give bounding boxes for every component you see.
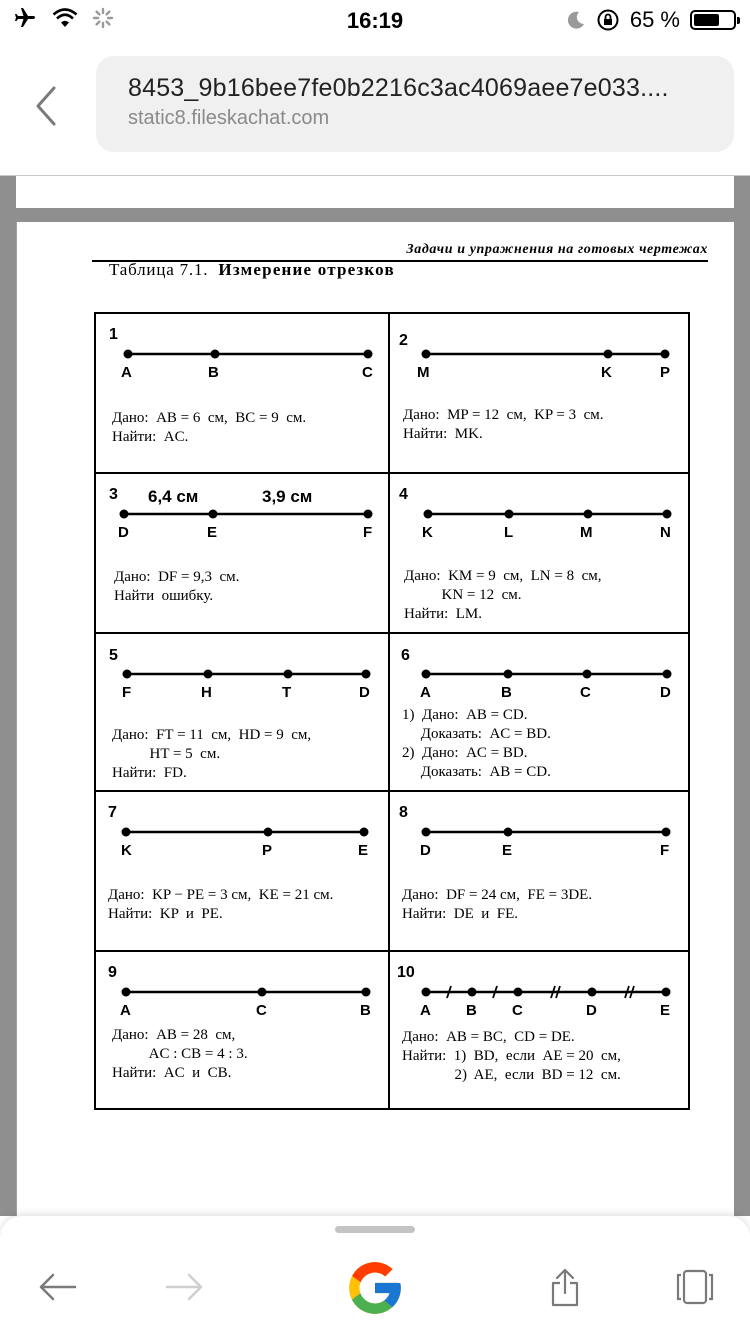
problem-number: 8	[399, 804, 408, 821]
problem-line: Найти: KP и PE.	[108, 906, 223, 922]
problem-number: 4	[399, 486, 408, 503]
problem-number: 10	[397, 964, 415, 981]
point-dot	[504, 828, 513, 837]
problem-line: 2) Дано: AC = BD.	[402, 745, 528, 761]
browser-header	[0, 40, 750, 176]
point-dot	[360, 828, 369, 837]
problem-number: 1	[109, 326, 118, 343]
point-label: T	[282, 684, 292, 701]
point-dot	[583, 670, 592, 679]
problem-line: HT = 5 см.	[112, 746, 221, 762]
point-label: K	[601, 364, 612, 381]
problem-line: Найти: FD.	[112, 765, 187, 781]
point-dot	[661, 350, 670, 359]
problem-number: 6	[401, 647, 410, 664]
point-label: A	[121, 364, 132, 381]
problem-cell	[96, 792, 388, 952]
page-margin-right	[734, 176, 750, 1216]
problem-line: Дано: DF = 9,3 см.	[114, 569, 240, 585]
problem-cell	[96, 634, 388, 794]
point-dot	[122, 828, 131, 837]
point-label: F	[363, 524, 373, 541]
problem-number: 9	[108, 964, 117, 981]
point-label: B	[360, 1002, 371, 1019]
point-label: E	[358, 842, 369, 859]
point-label: C	[256, 1002, 267, 1019]
point-dot	[258, 988, 267, 997]
point-dot	[422, 350, 431, 359]
problem-cell	[390, 314, 682, 474]
point-dot	[604, 350, 613, 359]
point-label: D	[660, 684, 671, 701]
point-label: M	[417, 364, 430, 381]
battery-fill	[694, 14, 719, 26]
point-label: C	[362, 364, 373, 381]
point-dot	[123, 670, 132, 679]
point-label: B	[466, 1002, 477, 1019]
point-label: D	[359, 684, 370, 701]
document-page	[16, 222, 734, 1216]
problem-line: Найти ошибку.	[114, 588, 214, 604]
point-dot	[504, 670, 513, 679]
problem-cell	[390, 792, 682, 952]
problem-line: Доказать: AC = BD.	[402, 726, 551, 742]
segment-diagram	[96, 952, 388, 1032]
problem-number: 2	[399, 332, 408, 349]
problem-line: 1) Дано: AB = CD.	[402, 707, 528, 723]
google-icon	[344, 1257, 406, 1319]
point-label: A	[120, 1002, 131, 1019]
tabs-icon	[675, 1269, 715, 1305]
point-dot	[422, 828, 431, 837]
point-label: D	[586, 1002, 597, 1019]
segment-measure: 3,9 см	[262, 487, 313, 506]
battery-percent: 65 %	[629, 7, 680, 32]
point-dot	[209, 510, 218, 519]
point-label: P	[660, 364, 671, 381]
point-dot	[584, 510, 593, 519]
point-dot	[588, 988, 597, 997]
problem-cell	[390, 952, 682, 1112]
battery-icon	[690, 10, 736, 30]
problem-line: Дано: AB = 28 см,	[112, 1027, 236, 1043]
caption-title: Измерение отрезков	[218, 260, 395, 279]
problem-number: 7	[108, 804, 117, 821]
problem-text	[114, 568, 239, 606]
point-label: N	[660, 524, 671, 541]
table-caption	[109, 260, 395, 280]
problem-line: Найти: MK.	[403, 426, 483, 442]
point-label: B	[208, 364, 219, 381]
problem-line: Доказать: AB = CD.	[402, 764, 551, 780]
tabs-button[interactable]	[670, 1262, 720, 1312]
problem-text	[112, 1026, 248, 1083]
problem-text	[112, 409, 306, 447]
back-chevron-icon[interactable]	[28, 84, 68, 128]
point-label: P	[262, 842, 273, 859]
problem-line: KN = 12 см.	[404, 587, 522, 603]
problem-text	[402, 1028, 621, 1085]
point-label: D	[420, 842, 431, 859]
address-bar[interactable]	[96, 56, 734, 152]
segment-diagram	[390, 474, 682, 554]
segment-diagram	[390, 634, 682, 714]
sheet-grabber[interactable]	[335, 1226, 415, 1233]
problem-line: AC : CB = 4 : 3.	[112, 1046, 248, 1062]
point-dot	[505, 510, 514, 519]
segment-diagram	[96, 474, 388, 554]
point-label: K	[422, 524, 433, 541]
problem-text	[402, 706, 551, 782]
bottom-toolbar	[0, 1216, 750, 1334]
forward-button[interactable]	[160, 1262, 210, 1312]
back-arrow-icon	[37, 1272, 77, 1302]
point-label: D	[118, 524, 129, 541]
point-dot	[663, 670, 672, 679]
problem-text	[108, 886, 333, 924]
point-label: C	[580, 684, 591, 701]
point-dot	[663, 510, 672, 519]
segment-measure: 6,4 см	[148, 487, 199, 506]
problem-line: 2) AE, если BD = 12 см.	[402, 1067, 621, 1083]
problem-number: 5	[109, 647, 118, 664]
point-dot	[422, 988, 431, 997]
problem-line: Дано: FT = 11 см, HD = 9 см,	[112, 727, 312, 743]
point-label: L	[504, 524, 514, 541]
problem-text	[404, 567, 601, 624]
point-label: E	[502, 842, 513, 859]
status-right	[566, 7, 736, 33]
problem-text	[402, 886, 592, 924]
moon-icon	[566, 10, 586, 30]
segment-diagram	[96, 792, 388, 872]
segment-diagram	[96, 634, 388, 714]
segment-diagram	[96, 314, 388, 394]
point-label: H	[201, 684, 212, 701]
problem-line: Дано: AB = 6 см, BC = 9 см.	[112, 410, 307, 426]
point-dot	[468, 988, 477, 997]
point-label: M	[580, 524, 593, 541]
problem-line: Дано: DF = 24 см, FE = 3DE.	[402, 887, 593, 903]
page-title: 8453_9b16bee7fe0b2216c3ac4069aee7e033....	[128, 74, 669, 102]
page-host: static8.fileskachat.com	[128, 107, 330, 129]
point-dot	[422, 670, 431, 679]
problem-text	[403, 406, 604, 444]
point-dot	[662, 828, 671, 837]
share-icon	[550, 1267, 580, 1307]
problem-line: Найти: 1) BD, если AE = 20 см,	[402, 1048, 621, 1064]
point-dot	[124, 350, 133, 359]
page-margin-left	[0, 176, 16, 1216]
point-dot	[120, 510, 129, 519]
point-label: A	[420, 1002, 431, 1019]
point-dot	[122, 988, 131, 997]
problem-line: Найти: LM.	[404, 606, 483, 622]
status-bar	[0, 0, 750, 40]
back-button[interactable]	[32, 1262, 82, 1312]
previous-page-edge	[16, 176, 734, 208]
running-head: Задачи и упражнения на готовых чертежах	[406, 242, 708, 257]
point-label: E	[207, 524, 218, 541]
caption-prefix: Таблица 7.1.	[109, 260, 209, 279]
rotation-lock-icon	[596, 8, 620, 32]
problem-line: Дано: MP = 12 см, KP = 3 см.	[403, 407, 604, 423]
problem-line: Дано: KM = 9 см, LN = 8 см,	[404, 568, 602, 584]
point-label: C	[512, 1002, 523, 1019]
problem-cell	[96, 952, 388, 1112]
problem-text	[112, 726, 311, 783]
point-label: K	[121, 842, 132, 859]
forward-arrow-icon	[165, 1272, 205, 1302]
problem-cell	[390, 474, 682, 634]
problem-line: Дано: KP − PE = 3 см, KE = 21 см.	[108, 887, 334, 903]
point-dot	[362, 670, 371, 679]
problem-line: Найти: AC.	[112, 429, 189, 445]
problem-cell	[96, 314, 388, 474]
document-viewport[interactable]	[0, 176, 750, 1216]
google-button[interactable]	[343, 1256, 407, 1320]
share-button[interactable]	[540, 1262, 590, 1312]
point-dot	[364, 350, 373, 359]
segment-diagram	[390, 314, 682, 394]
status-time: 16:19	[346, 8, 404, 33]
point-label: F	[122, 684, 132, 701]
point-dot	[514, 988, 523, 997]
point-dot	[424, 510, 433, 519]
problem-line: Найти: DE и FE.	[402, 906, 519, 922]
point-dot	[264, 828, 273, 837]
point-label: E	[660, 1002, 671, 1019]
point-dot	[364, 510, 373, 519]
point-label: B	[501, 684, 512, 701]
point-dot	[211, 350, 220, 359]
segment-diagram	[390, 952, 682, 1032]
problem-line: Найти: AC и CB.	[112, 1065, 232, 1081]
problem-line: Дано: AB = BC, CD = DE.	[402, 1029, 575, 1045]
problem-cell	[390, 634, 682, 794]
segment-diagram	[390, 792, 682, 872]
point-dot	[284, 670, 293, 679]
point-label: A	[420, 684, 431, 701]
problem-cell	[96, 474, 388, 634]
problems-table	[94, 312, 690, 1110]
point-dot	[204, 670, 213, 679]
point-dot	[362, 988, 371, 997]
point-dot	[662, 988, 671, 997]
point-label: F	[660, 842, 670, 859]
problem-number: 3	[109, 486, 118, 503]
